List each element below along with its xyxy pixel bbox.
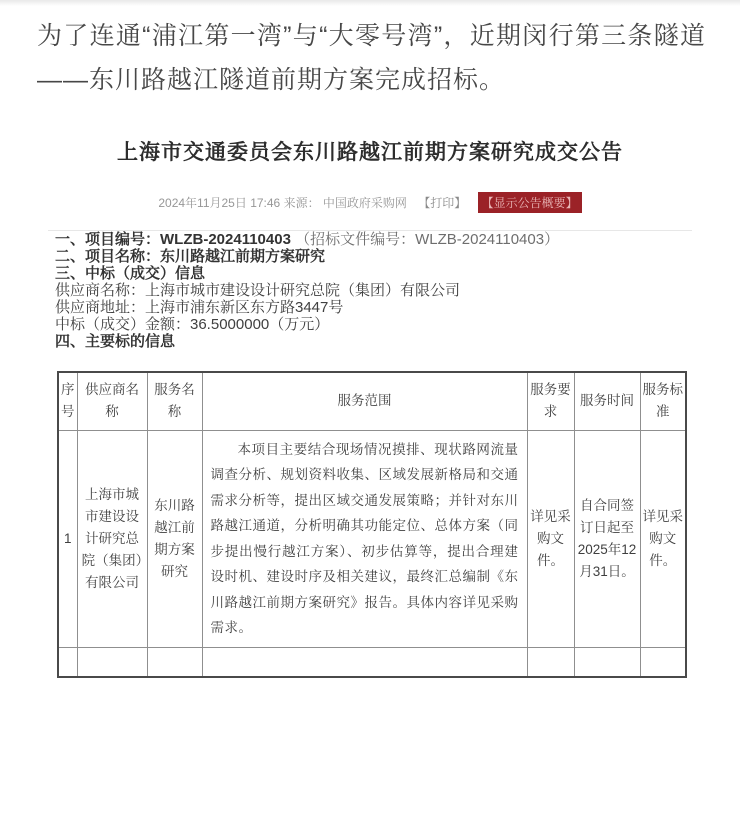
- col-header-service-standard: 服务标准: [640, 372, 686, 430]
- print-button[interactable]: 【打印】: [418, 196, 467, 210]
- section-project-number: [55, 231, 700, 248]
- section-main-subject-heading: 四、主要标的信息: [55, 333, 176, 350]
- table-header-row: [58, 372, 686, 430]
- empty-cell: [147, 647, 202, 677]
- bid-info-table: [57, 371, 687, 678]
- supplier-name-line: 供应商名称：上海市城市建设设计研究总院（集团）有限公司: [55, 282, 461, 299]
- cell-supplier: 上海市城市建设设计研究总院（集团）有限公司: [77, 430, 147, 647]
- empty-cell: [527, 647, 574, 677]
- cut-off-content-strip: [0, 0, 740, 6]
- publish-datetime: 2024年11月25日 17:46: [158, 196, 281, 210]
- col-header-service-name: 服务名称: [147, 372, 202, 430]
- cell-service-time: 自合同签订日起至2025年12月31日。: [574, 430, 640, 647]
- cell-service-scope: 本项目主要结合现场情况摸排、现状路网流量调查分析、规划资料收集、区域发展新格局和交通需求分析等，提出区域交通发展策略；并针对东川路越江通道，分析明确其功能定位、总体方案（同步提出慢行越江方案）、初步估算等，提出合理建设时机、建设时序及相关建议，最终汇总编制《东川路越江前期方案研究》报告。具体内容详见采购需求。: [202, 430, 527, 647]
- empty-cell: [574, 647, 640, 677]
- section-award-info-heading: 三、中标（成交）信息: [55, 265, 206, 282]
- source-label: 来源： 中国政府采购网: [283, 196, 407, 210]
- cell-service-standard: 详见采购文件。: [640, 430, 686, 647]
- empty-cell: [77, 647, 147, 677]
- col-header-service-requirement: 服务要求: [527, 372, 574, 430]
- empty-cell: [58, 647, 77, 677]
- cell-index: 1: [58, 430, 77, 647]
- empty-cell: [640, 647, 686, 677]
- col-header-service-scope: 服务范围: [202, 372, 527, 430]
- empty-cell: [202, 647, 527, 677]
- award-amount-line: 中标（成交）金额：36.5000000（万元）: [55, 316, 330, 333]
- section-project-name: 二、项目名称：东川路越江前期方案研究: [55, 248, 326, 265]
- supplier-address-line: 供应商地址：上海市浦东新区东方路3447号: [55, 299, 344, 316]
- article-meta: [0, 192, 740, 213]
- cell-service-requirement: 详见采购文件。: [527, 430, 574, 647]
- col-header-index: 序号: [58, 372, 77, 430]
- col-header-service-time: 服务时间: [574, 372, 640, 430]
- intro-paragraph: 为了连通“浦江第一湾”与“大零号湾”，近期闵行第三条隧道——东川路越江隧道前期方案完成招标。: [37, 22, 706, 94]
- cell-service-name: 东川路越江前期方案研究: [147, 430, 202, 647]
- col-header-supplier: 供应商名称: [77, 372, 147, 430]
- page-title: 上海市交通委员会东川路越江前期方案研究成交公告: [117, 141, 623, 164]
- table-row-empty: [58, 647, 686, 677]
- show-summary-button[interactable]: 【显示公告概要】: [478, 192, 582, 213]
- project-number-value: WLZB-2024110403: [160, 231, 291, 248]
- table-row: [58, 430, 686, 647]
- project-number-label: 一、项目编号：: [55, 231, 161, 248]
- bid-doc-number-note: （招标文件编号：WLZB-2024110403）: [295, 231, 560, 248]
- announcement-body: [55, 231, 700, 350]
